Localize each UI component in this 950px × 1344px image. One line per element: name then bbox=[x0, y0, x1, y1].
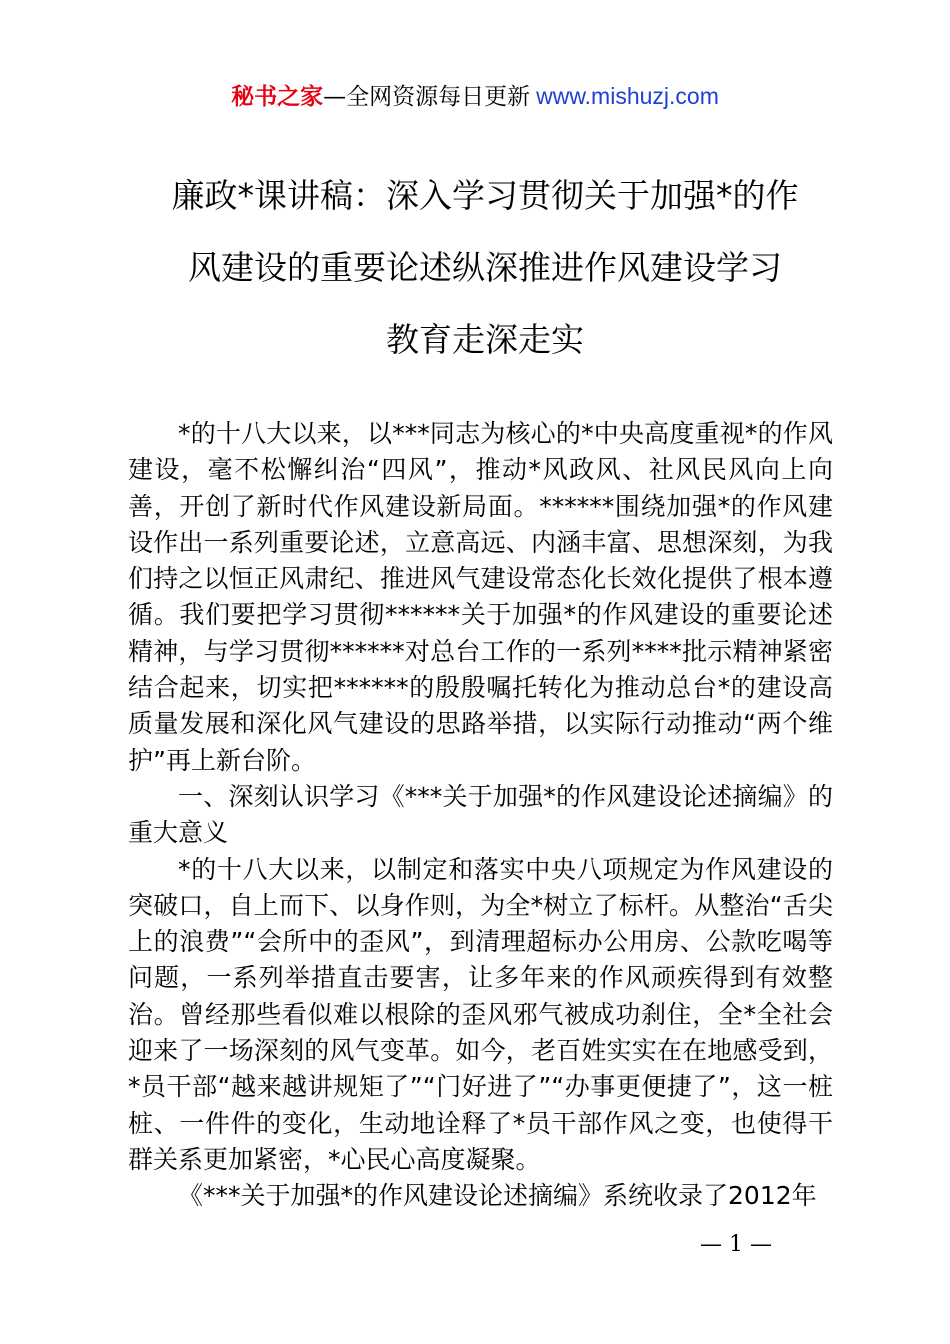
site-tagline: —全网资源每日更新 bbox=[323, 84, 531, 110]
section-heading: 一、深刻认识学习《***关于加强*的作风建设论述摘编》的重大意义 bbox=[128, 781, 833, 848]
body-paragraph: 《***关于加强*的作风建设论述摘编》系统收录了2012年 bbox=[178, 1181, 817, 1211]
site-url-link[interactable]: www.mishuzj.com bbox=[536, 83, 719, 109]
title-line: 教育走深走实 bbox=[386, 320, 584, 359]
site-header bbox=[0, 80, 950, 113]
title-line: 廉政*课讲稿：深入学习贯彻关于加强*的作 bbox=[171, 176, 799, 215]
document-title bbox=[125, 160, 845, 376]
site-brand: 秘书之家 bbox=[231, 84, 324, 110]
body-paragraph: *的十八大以来，以***同志为核心的*中央高度重视*的作风建设，毫不松懈纠治“四风”，推动*风政风、社风民风向上向善，开创了新时代作风建设新局面。******围绕加强*的作风建设作出一系列重要论述，立意高远、内涵丰富、思想深刻，为我们持之以恒正风肃纪、推进风气建设常态化长效化提供了根本遵循。我们要把学习贯彻******关于加强*的作风建设的重要论述精神，与学习贯彻******对总台工作的一系列****批示精神紧密结合起来，切实把******的殷殷嘱托转化为推动总台*的建设高质量发展和深化风气建设的思路举措，以实际行动推动“两个维护”再上新台阶。 bbox=[128, 419, 833, 775]
body-paragraph: *的十八大以来，以制定和落实中央八项规定为作风建设的突破口，自上而下、以身作则，为全*树立了标杆。从整治“舌尖上的浪费”“会所中的歪风”，到清理超标办公用房、公款吃喝等问题，一系列举措直击要害，让多年来的作风顽疾得到有效整治。曾经那些看似难以根除的歪风邪气被成功刹住，全*全社会迎来了一场深刻的风气变革。如今，老百姓实实在在地感受到，*员干部“越来越讲规矩了”“门好进了”“办事更便捷了”，这一桩桩、一件件的变化，生动地诠释了*员干部作风之变，也使得干群关系更加紧密，*心民心高度凝聚。 bbox=[128, 854, 833, 1174]
page-number: — 1 — bbox=[700, 1232, 772, 1257]
title-line: 风建设的重要论述纵深推进作风建设学习 bbox=[188, 248, 782, 287]
document-body bbox=[128, 416, 833, 1215]
